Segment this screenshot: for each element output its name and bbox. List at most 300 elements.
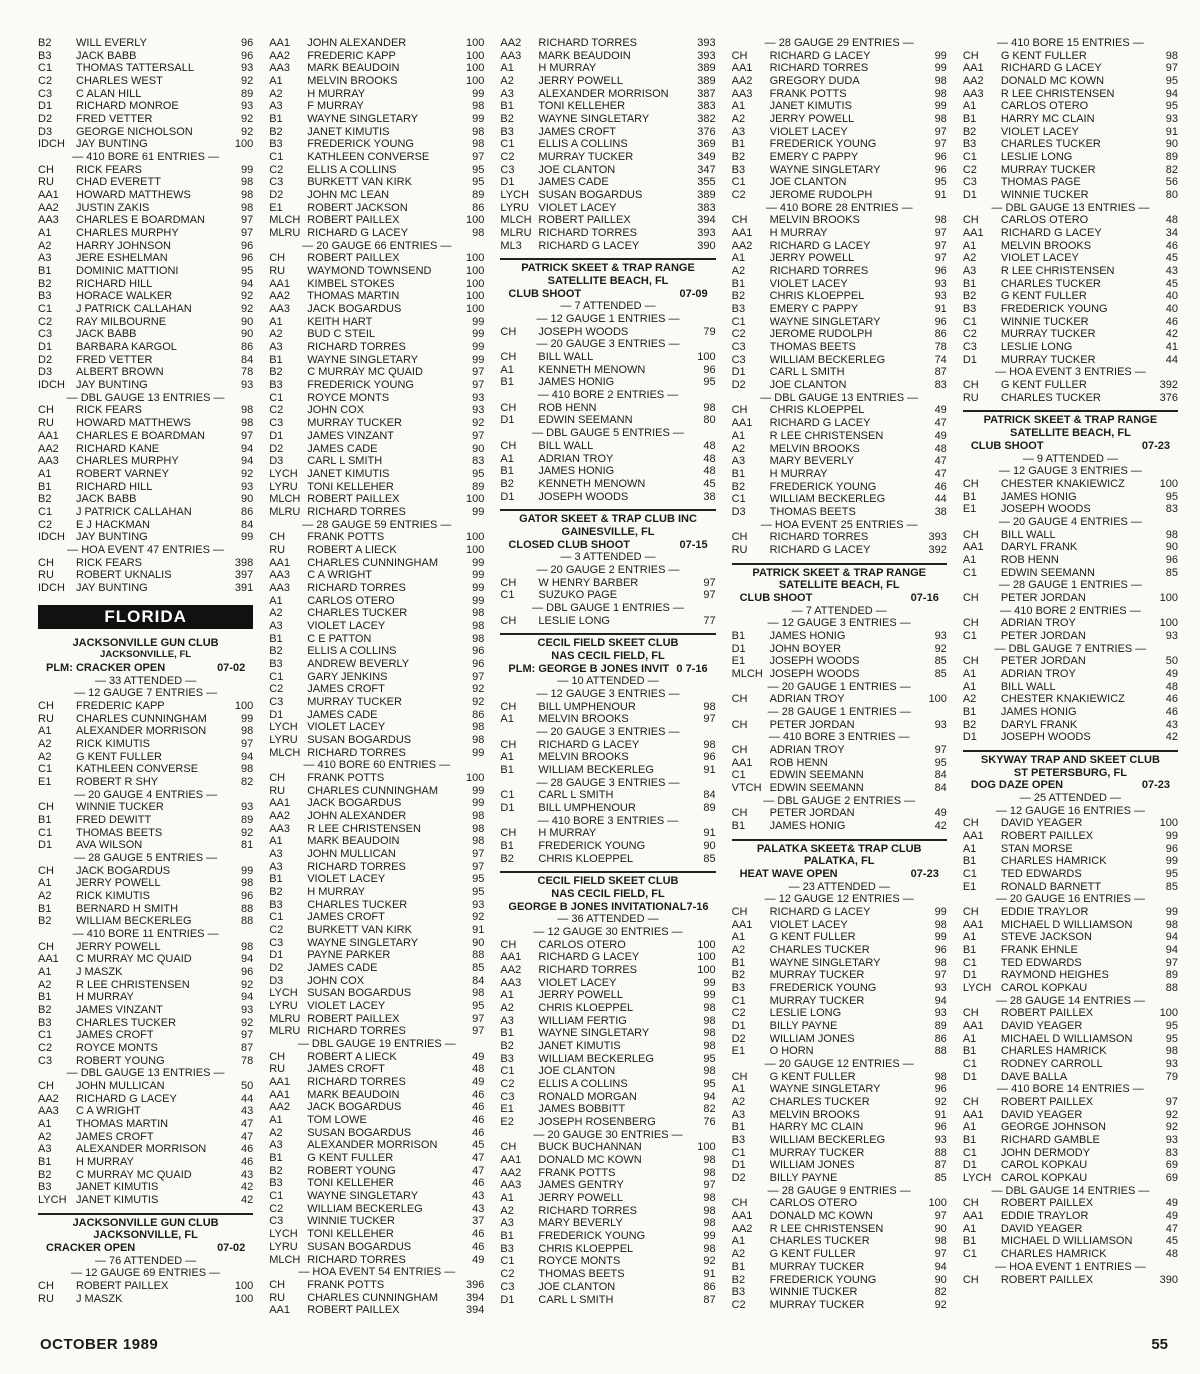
class-code: C1 (731, 493, 746, 506)
class-code: AA2 (731, 239, 753, 252)
result-row (38, 1156, 253, 1169)
result-row (38, 1004, 253, 1017)
result-row (732, 278, 947, 291)
score: 83 (472, 455, 485, 468)
event-divider: — 410 BORE 15 ENTRIES — (963, 37, 1178, 50)
event-divider: — 12 GAUGE 7 ENTRIES — (38, 687, 253, 700)
shooter-name: CHRIS KLOEPPEL (538, 852, 634, 865)
result-row (732, 630, 947, 643)
score: 100 (697, 351, 716, 364)
result-row (500, 202, 715, 215)
shooter-name: ALEXANDER MORRISON (76, 725, 207, 738)
class-code: A2 (269, 328, 283, 341)
result-row (963, 113, 1178, 126)
class-code: LYCH (500, 189, 529, 202)
class-code: B1 (731, 819, 746, 832)
result-row (269, 214, 484, 227)
class-code: B1 (500, 376, 514, 389)
shooter-name: TONI KELLEHER (538, 100, 626, 113)
result-row (38, 557, 253, 570)
event-divider: — 28 GAUGE 1 ENTRIES — (732, 706, 947, 719)
class-code: C2 (269, 404, 284, 417)
score: 96 (934, 944, 947, 957)
result-row (732, 138, 947, 151)
class-code: B1 (731, 467, 746, 480)
column-3 (500, 37, 715, 1322)
class-code: A2 (962, 693, 977, 706)
result-row (269, 1013, 484, 1026)
result-row (38, 582, 253, 595)
score: 99 (934, 906, 947, 919)
result-row (500, 37, 715, 50)
class-code: C1 (500, 789, 515, 802)
shooter-name: JOE CLANTON (538, 163, 616, 176)
score: 100 (234, 699, 254, 712)
shooter-name: RICK KIMUTIS (76, 890, 150, 902)
score: 383 (697, 201, 716, 214)
class-code: AA2 (500, 1166, 522, 1179)
class-code: AA1 (731, 918, 753, 931)
event-divider: — 28 GAUGE 1 ENTRIES — (963, 579, 1178, 592)
shooter-name: JERRY POWELL (769, 113, 855, 126)
score: 100 (1159, 477, 1179, 490)
shooter-name: JAMES CROFT (307, 683, 385, 696)
score: 393 (697, 49, 716, 62)
result-row (500, 1281, 715, 1294)
result-row (500, 100, 715, 113)
shooter-name: AVA WILSON (76, 839, 143, 852)
result-row (500, 1179, 715, 1192)
event-divider: — 410 BORE 3 ENTRIES — (732, 731, 947, 744)
class-code: B3 (731, 1286, 746, 1299)
club-header: PALATKA SKEET& TRAP CLUB (756, 842, 922, 855)
score: 74 (934, 353, 947, 366)
result-row (732, 481, 947, 494)
result-row (38, 1017, 253, 1030)
shooter-name: ROBERT PAILLEX (1000, 1096, 1094, 1109)
result-row (269, 835, 484, 848)
shooter-name: RICHARD TORRES (538, 37, 638, 49)
class-code: A1 (962, 1121, 977, 1134)
score: 49 (1165, 1210, 1179, 1223)
score: 98 (1165, 49, 1179, 62)
event-divider: — 20 GAUGE 3 ENTRIES — (500, 338, 715, 351)
shooter-name: ROB HENN (1000, 553, 1059, 566)
result-row (732, 931, 947, 944)
result-row (38, 100, 253, 113)
shooter-name: H MURRAY (538, 62, 597, 75)
class-code: D2 (269, 962, 284, 975)
class-code: CH (500, 439, 517, 452)
shooter-name: PETER JORDAN (769, 718, 855, 731)
class-code: C2 (962, 163, 977, 176)
score: 97 (240, 214, 254, 227)
result-row (269, 430, 484, 443)
score: 98 (472, 138, 485, 151)
score: 90 (934, 1222, 947, 1235)
score: 96 (240, 252, 254, 265)
score: 89 (472, 480, 485, 493)
result-row (269, 316, 484, 329)
result-row (269, 354, 484, 367)
score: 98 (472, 619, 485, 632)
shooter-name: RICHARD G LACEY (769, 417, 871, 430)
shooter-name: RICHARD TORRES (769, 265, 869, 278)
class-code: B2 (731, 290, 746, 303)
result-row (38, 1181, 253, 1194)
class-code: CH (731, 404, 748, 417)
result-row (269, 848, 484, 861)
result-row (500, 126, 715, 139)
score: 100 (466, 37, 485, 49)
result-row (732, 820, 947, 833)
score: 95 (1165, 868, 1179, 880)
club-header: PATRICK SKEET & TRAP RANGE (521, 262, 695, 275)
shooter-name: E J HACKMAN (76, 518, 150, 531)
result-row (500, 465, 715, 478)
shooter-name: JERRY POWELL (538, 1192, 623, 1205)
class-code: CH (731, 807, 748, 820)
result-row (38, 1169, 253, 1182)
shooter-name: TED EDWARDS (1000, 956, 1082, 969)
result-row (500, 1154, 715, 1167)
shooter-name: EDWIN SEEMANN (769, 769, 864, 782)
shooter-name: JAMES GENTRY (538, 1179, 624, 1192)
shooter-name: F MURRAY (307, 100, 364, 113)
score: 92 (934, 1298, 947, 1311)
shooter-name: RICHARD TORRES (307, 860, 406, 873)
result-row (963, 303, 1178, 316)
score: 93 (1165, 1058, 1179, 1071)
result-row (269, 607, 484, 620)
result-row (963, 1071, 1178, 1084)
shooter-name: ROYCE MONTS (538, 1255, 621, 1268)
shooter-name: MARK BEAUDOIN (307, 1088, 400, 1101)
result-row (963, 1058, 1178, 1071)
class-code: B2 (731, 1273, 746, 1286)
class-code: C1 (962, 1058, 977, 1071)
score: 43 (240, 1168, 254, 1181)
result-row (732, 151, 947, 164)
score: 46 (1165, 315, 1179, 328)
class-code: CH (38, 163, 54, 176)
shooter-name: MARY BEVERLY (769, 455, 854, 468)
shooter-name: WINNIE TUCKER (769, 1286, 858, 1299)
shooter-name: DONALD MC KOWN (1000, 75, 1105, 88)
result-row (963, 164, 1178, 177)
score: 91 (472, 924, 485, 937)
shooter-name: CHARLES HAMRICK (1000, 855, 1107, 868)
score: 93 (240, 801, 254, 814)
shooter-name: CHARLES TUCKER (769, 1096, 870, 1109)
shooter-name: KIMBEL STOKES (307, 277, 395, 290)
class-code: CH (38, 801, 54, 814)
result-row (963, 1096, 1178, 1109)
shooter-name: H MURRAY (307, 87, 366, 100)
result-row (38, 1080, 253, 1093)
result-row (269, 544, 484, 557)
score: 94 (934, 994, 947, 1007)
shooter-name: LESLIE LONG (1000, 151, 1073, 164)
shooter-name: JANET KIMUTIS (307, 125, 390, 138)
class-code: D3 (269, 455, 284, 468)
class-code: CH (500, 325, 517, 338)
shooter-name: RICHARD KANE (76, 442, 160, 455)
class-code: B2 (500, 113, 514, 126)
class-code: C1 (962, 1248, 977, 1261)
result-row (500, 1243, 715, 1256)
class-code: B3 (962, 303, 977, 316)
score: 93 (240, 100, 254, 113)
class-code: LYCH (269, 1228, 298, 1241)
score: 393 (928, 531, 947, 544)
shooter-name: JAMES HONIG (1000, 705, 1077, 718)
score: 100 (466, 277, 485, 290)
score: 98 (1165, 528, 1179, 541)
class-code: B1 (962, 277, 977, 290)
class-code: B1 (962, 490, 977, 503)
section-rule (732, 839, 947, 841)
score: 97 (472, 670, 485, 683)
class-code: C1 (269, 911, 284, 924)
class-code: B1 (962, 113, 977, 126)
score: 94 (934, 1260, 947, 1273)
score: 92 (240, 75, 254, 88)
result-row (38, 341, 253, 354)
page-number: 55 (1151, 1336, 1168, 1353)
shooter-name: WAYNE SINGLETARY (769, 956, 881, 969)
shooter-name: ADRIAN TROY (1000, 667, 1076, 680)
shooter-name: KENNETH MENOWN (538, 363, 646, 376)
score: 40 (1165, 303, 1179, 316)
score: 38 (703, 490, 716, 503)
shooter-name: RICHARD G LACEY (769, 906, 871, 919)
result-row (732, 1020, 947, 1033)
result-row (963, 1172, 1178, 1185)
score: 92 (472, 695, 485, 708)
result-row (963, 731, 1178, 744)
class-code: B1 (38, 1156, 52, 1169)
class-code: AA1 (38, 429, 59, 442)
class-code: AA1 (269, 1304, 290, 1317)
shooter-name: JAMES CADE (307, 962, 378, 975)
score: 97 (934, 227, 947, 240)
shooter-name: RICHARD G LACEY (769, 49, 871, 62)
score: 90 (934, 1273, 947, 1286)
result-row (500, 739, 715, 752)
result-row (963, 1121, 1178, 1134)
score: 95 (240, 265, 254, 278)
class-code: CH (962, 528, 979, 541)
class-code: AA3 (38, 1105, 59, 1118)
class-code: C1 (269, 391, 284, 404)
result-row (732, 1223, 947, 1236)
shooter-name: H MURRAY (76, 991, 134, 1004)
shooter-name: C A WRIGHT (76, 1105, 141, 1118)
result-row (269, 861, 484, 874)
score: 48 (703, 465, 716, 478)
class-code: D2 (38, 113, 53, 126)
result-row (732, 354, 947, 367)
class-code: A2 (38, 737, 52, 750)
result-row (38, 569, 253, 582)
class-code: A3 (731, 125, 746, 138)
event-divider: — 410 BORE 3 ENTRIES — (500, 815, 715, 828)
score: 48 (1165, 680, 1179, 693)
column-4 (732, 37, 947, 1322)
club-header: JACKSONVILLE, FL (93, 1229, 198, 1242)
event-divider: — DBL GAUGE 5 ENTRIES — (500, 427, 715, 440)
result-row (38, 88, 253, 101)
result-row (269, 126, 484, 139)
result-row (500, 1192, 715, 1205)
result-row (963, 50, 1178, 63)
shooter-name: ROYCE MONTS (307, 391, 390, 404)
class-code: C2 (38, 315, 53, 328)
result-row (269, 886, 484, 899)
shooter-name: CARLOS OTERO (538, 938, 626, 951)
class-code: E1 (731, 655, 746, 668)
result-row (732, 1147, 947, 1160)
score: 100 (697, 938, 716, 951)
class-code: B1 (500, 465, 514, 478)
score: 97 (472, 429, 485, 442)
score: 94 (240, 991, 254, 1004)
class-code: C2 (269, 1202, 284, 1215)
score: 96 (934, 163, 947, 176)
result-row (38, 164, 253, 177)
score: 99 (703, 989, 716, 1002)
class-code: B1 (731, 1260, 746, 1273)
class-code: CH (962, 214, 979, 227)
class-code: IDCH (38, 581, 65, 594)
score: 84 (240, 518, 254, 531)
score: 86 (240, 505, 254, 518)
result-row (732, 1159, 947, 1172)
class-code: C1 (500, 589, 515, 602)
shooter-name: ROBERT PAILLEX (538, 214, 631, 227)
score: 91 (703, 763, 716, 776)
shooter-name: ELLIS A COLLINS (538, 1078, 628, 1091)
result-row (963, 478, 1178, 491)
class-code: B1 (269, 1152, 283, 1165)
shooter-name: CHARLES E BOARDMAN (76, 214, 205, 227)
result-row (500, 75, 715, 88)
score: 87 (703, 1293, 716, 1306)
result-row (269, 455, 484, 468)
result-row (732, 468, 947, 481)
score: 96 (472, 657, 485, 670)
score: 86 (934, 328, 947, 341)
score: 99 (703, 1230, 716, 1243)
class-code: B2 (731, 969, 746, 982)
result-row (269, 404, 484, 417)
shooter-name: RICHARD G LACEY (76, 1092, 177, 1105)
shoot-title (500, 663, 715, 676)
shoot-date: 07-23 (1141, 779, 1171, 792)
shooter-name: PAYNE PARKER (307, 949, 391, 962)
score: 48 (703, 439, 716, 452)
class-code: CH (731, 1197, 748, 1210)
class-code: C1 (269, 670, 284, 683)
class-code: C1 (38, 62, 53, 75)
result-row (269, 1241, 484, 1254)
club-header: JACKSONVILLE GUN CLUB (72, 636, 219, 649)
score: 99 (472, 746, 485, 759)
class-code: C1 (38, 303, 53, 316)
class-code: B2 (500, 852, 514, 865)
score: 92 (703, 1255, 716, 1268)
result-row (38, 941, 253, 954)
class-code: LYCH (269, 721, 298, 734)
class-code: A3 (269, 341, 283, 354)
shoot-name: PLM: GEORGE B JONES INVIT (508, 662, 670, 675)
result-row (732, 1274, 947, 1287)
result-row (38, 1042, 253, 1055)
score: 44 (934, 493, 947, 506)
class-code: CH (500, 351, 517, 364)
result-row (732, 417, 947, 430)
result-row (963, 265, 1178, 278)
shooter-name: FREDERICK YOUNG (307, 379, 414, 392)
score: 96 (240, 49, 254, 62)
attendance: — 33 ATTENDED — (38, 675, 253, 688)
column-1 (38, 37, 253, 1322)
class-code: D2 (38, 353, 53, 366)
shooter-name: JOE CLANTON (769, 176, 847, 189)
score: 93 (934, 277, 947, 290)
class-code: A2 (500, 75, 514, 88)
score: 349 (697, 151, 716, 164)
class-code: RU (962, 391, 979, 404)
shooter-name: RAY MILBOURNE (76, 315, 167, 328)
shooter-name: RICHARD TORRES (769, 62, 869, 75)
result-row (38, 915, 253, 928)
score: 45 (1165, 252, 1179, 265)
class-code: C3 (962, 176, 977, 189)
shooter-name: JAMES CADE (307, 708, 378, 721)
shooter-name: CHARLES WEST (76, 75, 163, 88)
class-code: RU (269, 1291, 286, 1304)
shooter-name: VIOLET LACEY (307, 1000, 386, 1013)
event-divider: — 20 GAUGE 30 ENTRIES — (500, 1129, 715, 1142)
score: 95 (1165, 490, 1179, 503)
result-row (269, 1025, 484, 1038)
section-rule (38, 1213, 253, 1215)
score: 99 (1165, 829, 1179, 842)
result-row (269, 785, 484, 798)
result-row (500, 1141, 715, 1154)
shooter-name: RICHARD G LACEY (1000, 227, 1102, 240)
shooter-name: DONALD MC KOWN (538, 1154, 642, 1167)
score: 84 (934, 769, 947, 782)
class-code: CH (38, 940, 54, 953)
result-row (732, 1033, 947, 1046)
shooter-name: J PATRICK CALLAHAN (76, 505, 192, 518)
state-banner: FLORIDA (38, 605, 253, 629)
shooter-name: ROBERT VARNEY (76, 467, 169, 480)
shoot-title (732, 592, 947, 605)
class-code: C1 (962, 315, 977, 328)
club-header: SATELLITE BEACH, FL (778, 579, 900, 592)
class-code: C2 (731, 189, 746, 202)
class-code: A3 (500, 1014, 514, 1027)
shooter-name: ALEXANDER MORRISON (538, 87, 669, 100)
class-code: C2 (731, 1007, 746, 1020)
class-code: CH (731, 49, 748, 62)
class-code: C1 (38, 763, 53, 776)
class-code: C1 (731, 769, 746, 782)
